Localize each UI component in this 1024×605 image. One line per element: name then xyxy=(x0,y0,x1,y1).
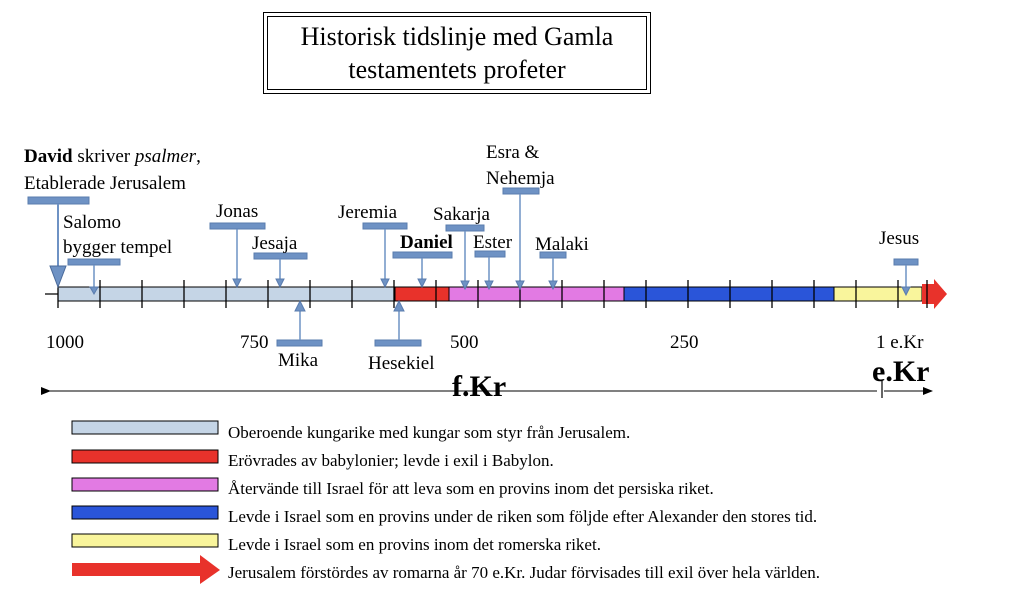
segment-destruction-arrow xyxy=(922,279,947,309)
label-fkr: f.Kr xyxy=(452,370,507,403)
tick-label-1ekr: 1 e.Kr xyxy=(876,332,924,353)
segment-alexander xyxy=(624,287,834,301)
label-mika: Mika xyxy=(278,350,319,371)
legend-text-1: Oberoende kungarike med kungar som styr från Jerusalem. xyxy=(228,423,631,442)
label-jeremia: Jeremia xyxy=(338,202,398,223)
marker-ester xyxy=(475,251,505,289)
label-esra-line2: Nehemja xyxy=(486,168,555,189)
legend-text-4: Levde i Israel som en provins under de riken som följde efter Alexander den stores tid. xyxy=(228,507,818,526)
label-ekr: e.Kr xyxy=(872,355,930,388)
legend-swatch-1 xyxy=(72,421,218,434)
label-esra-line1: Esra & xyxy=(486,142,540,163)
legend-text-5: Levde i Israel som en provins inom det romerska riket. xyxy=(228,535,601,554)
legend-swatch-4 xyxy=(72,506,218,519)
segment-persian xyxy=(449,287,624,301)
label-salomo-line1: Salomo xyxy=(63,212,122,233)
legend-swatch-2 xyxy=(72,450,218,463)
tick-label-250: 250 xyxy=(670,332,699,353)
segment-babylon xyxy=(395,287,449,301)
title-text: Historisk tidslinje med Gamla testamentets profeter xyxy=(267,16,647,90)
label-david-italic: psalmer xyxy=(134,146,197,167)
label-david-comma: , xyxy=(196,146,201,167)
label-david-rest: skriver xyxy=(77,146,131,167)
marker-jesaja xyxy=(254,253,307,287)
label-sakarja: Sakarja xyxy=(433,204,490,225)
marker-hesekiel xyxy=(375,301,421,346)
tick-label-500: 500 xyxy=(450,332,479,353)
legend-swatch-5 xyxy=(72,534,218,547)
marker-daniel xyxy=(393,252,452,287)
label-ester: Ester xyxy=(473,232,513,253)
label-jesus: Jesus xyxy=(879,228,920,249)
label-jonas: Jonas xyxy=(216,201,259,222)
marker-mika xyxy=(277,301,322,346)
label-salomo-line2: bygger tempel xyxy=(63,237,173,258)
legend-text-6: Jerusalem förstördes av romarna år 70 e.Kr. Judar förvisades till exil över hela världen. xyxy=(228,563,820,582)
legend-text-3: Återvände till Israel för att leva som en provins inom det persiska riket. xyxy=(228,479,714,498)
tick-label-750: 750 xyxy=(240,332,269,353)
label-david xyxy=(24,145,201,169)
label-david-line2: Etablerade Jerusalem xyxy=(24,173,186,194)
label-daniel: Daniel xyxy=(400,232,453,253)
label-david-bold: David xyxy=(24,146,73,167)
label-hesekiel: Hesekiel xyxy=(368,353,435,374)
label-jesaja: Jesaja xyxy=(252,233,298,254)
legend-swatch-3 xyxy=(72,478,218,491)
label-malaki: Malaki xyxy=(535,234,589,255)
legend-text-2: Erövrades av babylonier; levde i exil i Babylon. xyxy=(228,451,554,470)
tick-label-1000: 1000 xyxy=(46,332,84,353)
legend-swatch-6 xyxy=(72,555,220,584)
